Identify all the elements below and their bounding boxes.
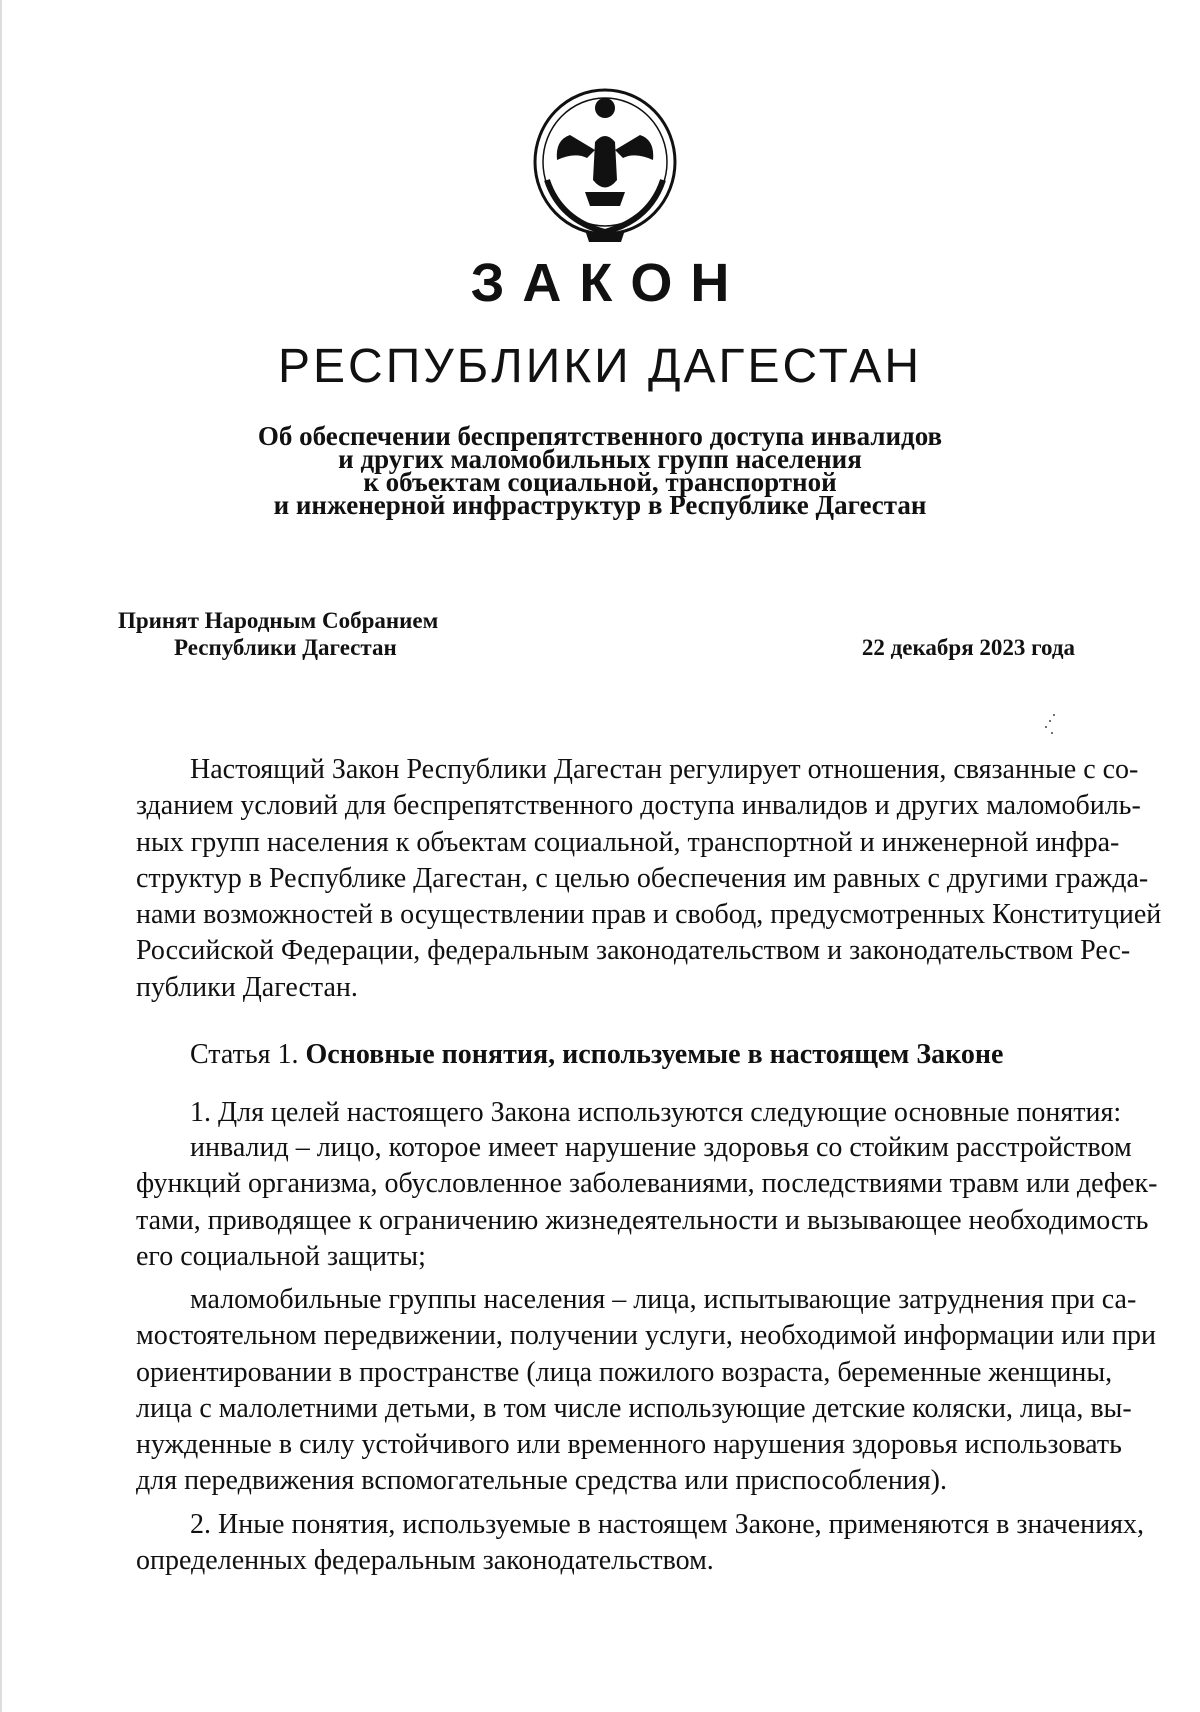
text-line: 1. Для целей настоящего Закона используются следующие основные понятия: xyxy=(190,1097,1122,1128)
article-label: Статья 1. xyxy=(190,1039,299,1070)
text-line: публики Дагестан. xyxy=(136,971,358,1003)
heading-line: и инженерной инфраструктур в Республике Дагестан xyxy=(273,490,927,520)
text-line: инвалид – лицо, которое имеет нарушение здоровья со стойким расстройством xyxy=(190,1132,1132,1163)
adoption-date: 22 декабря 2023 года xyxy=(861,635,1075,660)
coat-of-arms-dagestan-icon xyxy=(525,80,685,242)
text-line: нужденные в силу устойчивого или временного нарушения здоровья использовать xyxy=(136,1429,1122,1461)
text-line: Настоящий Закон Республики Дагестан регулирует отношения, связанные с со- xyxy=(190,754,1139,785)
text-line: для передвижения вспомогательные средства или приспособления). xyxy=(136,1465,947,1497)
text-line: ориентировании в пространстве (лица пожилого возраста, беременные женщины, xyxy=(136,1356,1113,1388)
heading-line: к объектам социальной, транспортной xyxy=(363,467,837,497)
adopted-by xyxy=(118,607,438,661)
article-title: Основные понятия, используемые в настоящем Законе xyxy=(305,1039,1004,1070)
text-line: зданием условий для беспрепятственного доступа инвалидов и других маломобиль- xyxy=(136,790,1141,822)
heading-line: и других маломобильных групп населения xyxy=(338,444,862,474)
text-line: нами возможностей в осуществлении прав и свобод, предусмотренных Конституцией xyxy=(136,899,1162,931)
text-line: структур в Республике Дагестан, с целью обеспечения им равных с другими гражда- xyxy=(136,862,1149,894)
text-line: лица с малолетними детьми, в том числе использующие детские коляски, лица, вы- xyxy=(136,1392,1132,1424)
republic-title: РЕСПУБЛИКИ ДАГЕСТАН xyxy=(278,340,922,393)
text-line: мостоятельном передвижении, получении услуги, необходимой информации или при xyxy=(136,1320,1156,1352)
scan-specks xyxy=(1040,712,1060,736)
text-line: Российской Федерации, федеральным законодательством и законодательством Рес- xyxy=(136,935,1131,967)
definition-low-mobility xyxy=(136,1282,1156,1500)
text-line: функций организма, обусловленное заболеваниями, последствиями травм или дефек- xyxy=(136,1168,1158,1200)
adopted-line-1: Принят Народным Собранием xyxy=(118,608,439,633)
law-heading xyxy=(0,421,1200,520)
text-line: маломобильные группы населения – лица, испытывающие затруднения при са- xyxy=(190,1284,1137,1315)
text-line: 2. Иные понятия, используемые в настоящем Законе, применяются в значениях, xyxy=(190,1509,1145,1540)
definition-invalid xyxy=(136,1130,1158,1275)
text-line: его социальной защиты; xyxy=(136,1240,426,1272)
text-line: определенных федеральным законодательством. xyxy=(136,1545,714,1577)
heading-line: Об обеспечении беспрепятственного доступа инвалидов xyxy=(257,421,943,451)
law-title: ЗАКОН xyxy=(470,253,748,313)
article-heading xyxy=(136,1038,1124,1072)
adopted-line-2: Республики Дагестан xyxy=(174,635,397,660)
preamble-paragraph xyxy=(136,752,1162,1006)
text-line: тами, приводящее к ограничению жизнедеятельности и вызывающее необходимость xyxy=(136,1204,1149,1236)
clause-1-intro xyxy=(136,1095,1122,1131)
text-line: ных групп населения к объектам социальной, транспортной и инженерной инфра- xyxy=(136,826,1120,858)
clause-2 xyxy=(136,1507,1145,1580)
